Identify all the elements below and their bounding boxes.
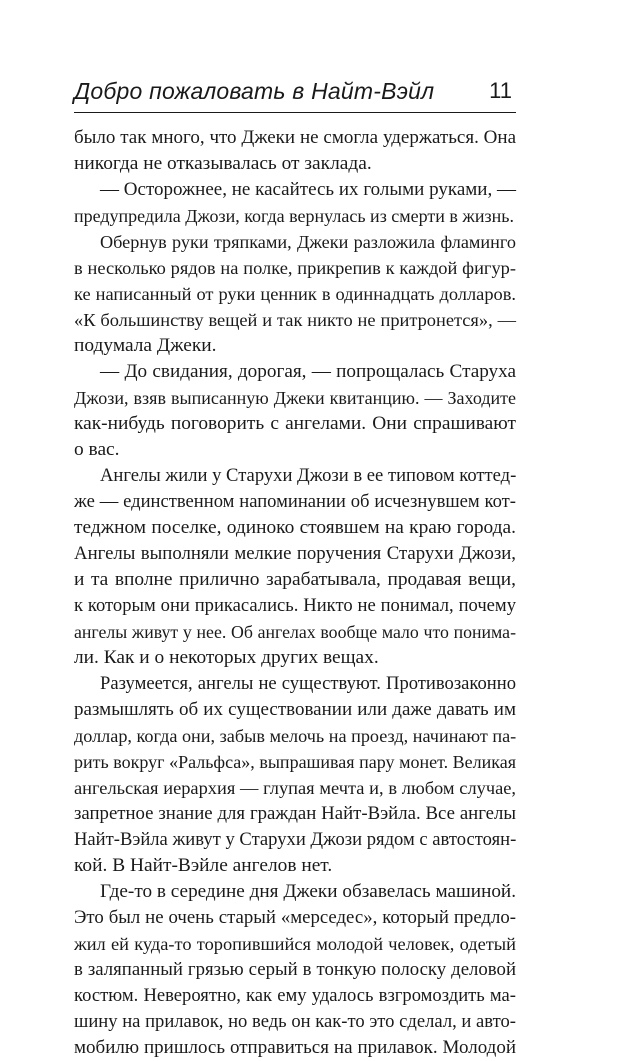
text-line: жил ей куда-то торопившийся молодой человек, одетый xyxy=(74,934,516,954)
text-line: шину на прилавок, но ведь он как-то это сделал, и авто- xyxy=(74,1011,516,1032)
text-line: и та вполне прилично зарабатывала, продавая вещи, xyxy=(74,569,516,590)
page-number: 11 xyxy=(489,78,512,103)
text-line: запретное знание для граждан Найт-Вэйла. Все ангелы xyxy=(74,803,516,824)
text-line: о вас. xyxy=(74,439,120,460)
running-title: Добро пожаловать в Найт-Вэйл xyxy=(74,78,435,104)
text-line: Разумеется, ангелы не существуют. Противозаконно xyxy=(100,673,516,694)
text-line: Найт-Вэйла живут у Старухи Джози рядом с автостоян- xyxy=(74,829,517,850)
text-line: мобилю пришлось отправиться на прилавок. Молодой xyxy=(74,1037,516,1058)
text-line: Где-то в середине дня Джеки обзавелась машиной. xyxy=(100,881,516,902)
text-line: в несколько рядов на полке, прикрепив к каждой фигур- xyxy=(74,258,516,278)
text-line: «К большинству вещей и так никто не притронется», — xyxy=(74,310,516,330)
text-line: — Осторожнее, не касайтесь их голыми руками, — xyxy=(100,179,516,200)
text-line: Ангелы жили у Старухи Джози в ее типовом коттед- xyxy=(100,465,517,486)
text-line: Ангелы выполняли мелкие поручения Старухи Джози, xyxy=(74,543,516,564)
text-line: Джози, взяв выписанную Джеки квитанцию. — Заходите xyxy=(74,388,516,408)
text-line: подумала Джеки. xyxy=(74,335,217,356)
text-line: кой. В Найт-Вэйле ангелов нет. xyxy=(74,855,333,876)
text-line: Обернув руки тряпками, Джеки разложила фламинго xyxy=(100,232,516,252)
text-line: рить вокруг «Ральфса», выпрашивая пару монет. Великая xyxy=(74,752,516,772)
text-line: ангельская иерархия — глупая мечта и, в любом случае, xyxy=(74,778,516,798)
text-line: Это был не очень старый «мерседес», который предло- xyxy=(74,907,516,928)
text-line: — До свидания, дорогая, — попрощалась Старуха xyxy=(100,361,516,382)
header-rule xyxy=(74,112,516,113)
text-line: к которым они прикасались. Никто не понимал, почему xyxy=(74,595,516,616)
text-line: в заляпанный грязью серый в тонкую полоску деловой xyxy=(74,959,516,980)
text-line: предупредила Джози, когда вернулась из смерти в жизнь. xyxy=(74,206,514,226)
text-line: ке написанный от руки ценник в одиннадцать долларов. xyxy=(74,284,516,304)
text-line: размышлять об их существовании или даже давать им xyxy=(74,699,516,720)
body-text xyxy=(74,125,516,1061)
text-line: костюм. Невероятно, как ему удалось взгромоздить ма- xyxy=(74,985,516,1006)
text-line: никогда не отказывалась от заклада. xyxy=(74,153,372,174)
text-line: теджном поселке, одиноко стоявшем на краю города. xyxy=(74,517,516,538)
text-line: ли. Как и о некоторых других вещах. xyxy=(74,647,379,668)
text-line: было так много, что Джеки не смогла удержаться. Она xyxy=(74,127,516,148)
text-line: же — единственном напоминании об исчезнувшем кот- xyxy=(74,491,516,512)
running-header xyxy=(74,76,516,110)
text-line: ангелы живут у нее. Об ангелах вообще мало что понима- xyxy=(74,622,516,642)
text-line: как-нибудь поговорить с ангелами. Они спрашивают xyxy=(74,413,516,434)
text-line: доллар, когда они, забыв мелочь на проезд, начинают па- xyxy=(74,726,517,746)
